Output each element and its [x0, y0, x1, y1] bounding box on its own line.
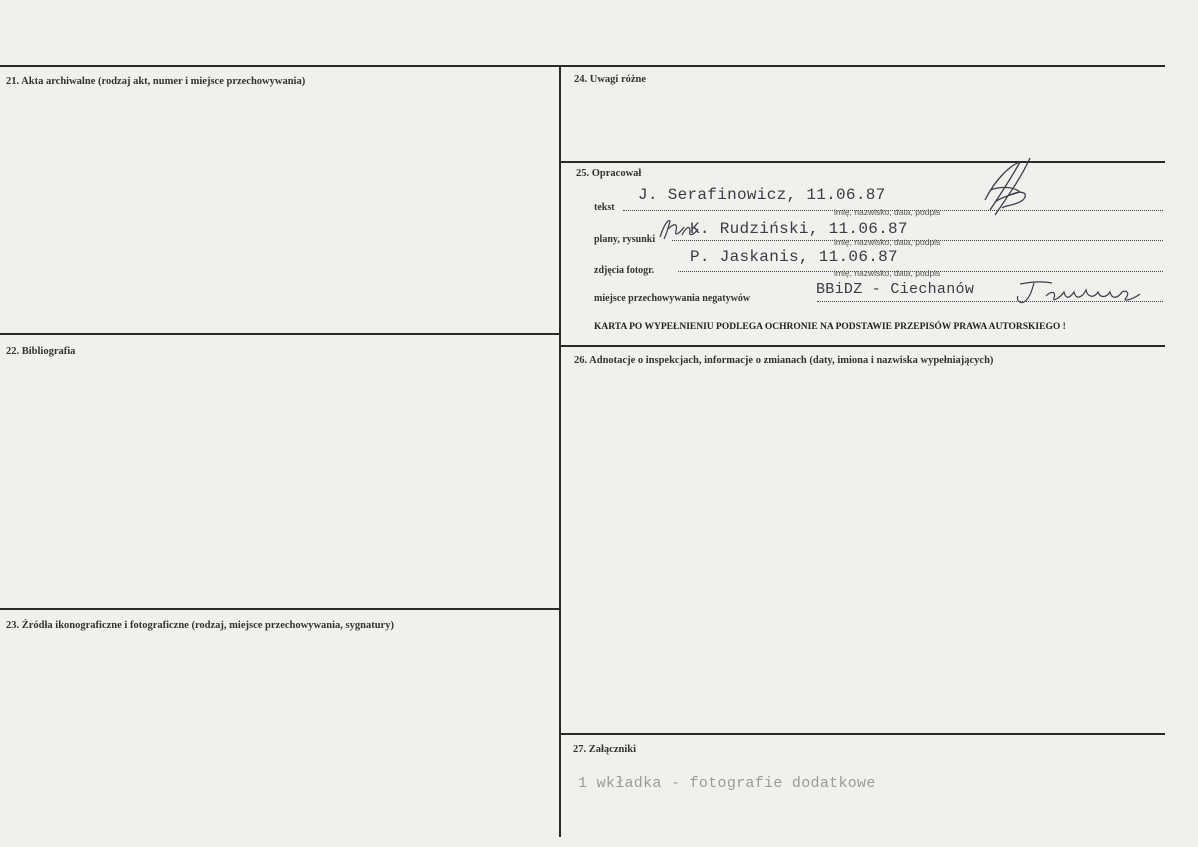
- negatives-field-label: miejsce przechowywania negatywów: [594, 293, 751, 304]
- rule-right-25: [560, 161, 1165, 163]
- section-24-label: 24. Uwagi różne: [574, 74, 647, 85]
- text-field-caption: imię, nazwisko, data, podpis: [834, 207, 941, 217]
- section-23-label: 23. Źródła ikonograficzne i fotograficzne (rodzaj, miejsce przechowywania, sygnatury): [6, 620, 394, 631]
- rule-left-low: [0, 608, 560, 610]
- section-25-label: 25. Opracował: [576, 168, 642, 179]
- attachments-value: 1 wkładka - fotografie dodatkowe: [578, 775, 876, 792]
- rule-left-mid: [0, 333, 560, 335]
- signature-jaskanis: [1012, 278, 1152, 308]
- plans-author-value: K. Rudziński, 11.06.87: [690, 220, 908, 238]
- rule-right-26: [560, 345, 1165, 347]
- top-rule: [0, 65, 1165, 67]
- section-22-label: 22. Bibliografia: [6, 346, 76, 357]
- text-author-value: J. Serafinowicz, 11.06.87: [638, 186, 886, 204]
- photos-author-value: P. Jaskanis, 11.06.87: [690, 248, 898, 266]
- copyright-warning: KARTA PO WYPEŁNIENIU PODLEGA OCHRONIE NA PODSTAWIE PRZEPISÓW PRAWA AUTORSKIEGO !: [594, 322, 1066, 332]
- photos-field-label: zdjęcia fotogr.: [594, 265, 655, 276]
- section-21-label: 21. Akta archiwalne (rodzaj akt, numer i miejsce przechowywania): [6, 76, 306, 87]
- plans-field-label: plany, rysunki: [594, 234, 656, 245]
- section-27-label: 27. Załączniki: [573, 744, 637, 755]
- negatives-location-value: BBiDZ - Ciechanów: [816, 281, 975, 298]
- photos-field-caption: imię, nazwisko, data, podpis: [834, 268, 941, 278]
- plans-field-caption: imię, nazwisko, data, podpis: [834, 237, 941, 247]
- center-divider: [559, 65, 561, 837]
- signature-serafinowicz: [960, 150, 1060, 230]
- signature-rudzinski: [656, 215, 706, 245]
- section-26-label: 26. Adnotacje o inspekcjach, informacje o zmianach (daty, imiona i nazwiska wypełniających): [574, 355, 994, 366]
- rule-right-27: [560, 733, 1165, 735]
- text-field-label: tekst: [594, 202, 615, 213]
